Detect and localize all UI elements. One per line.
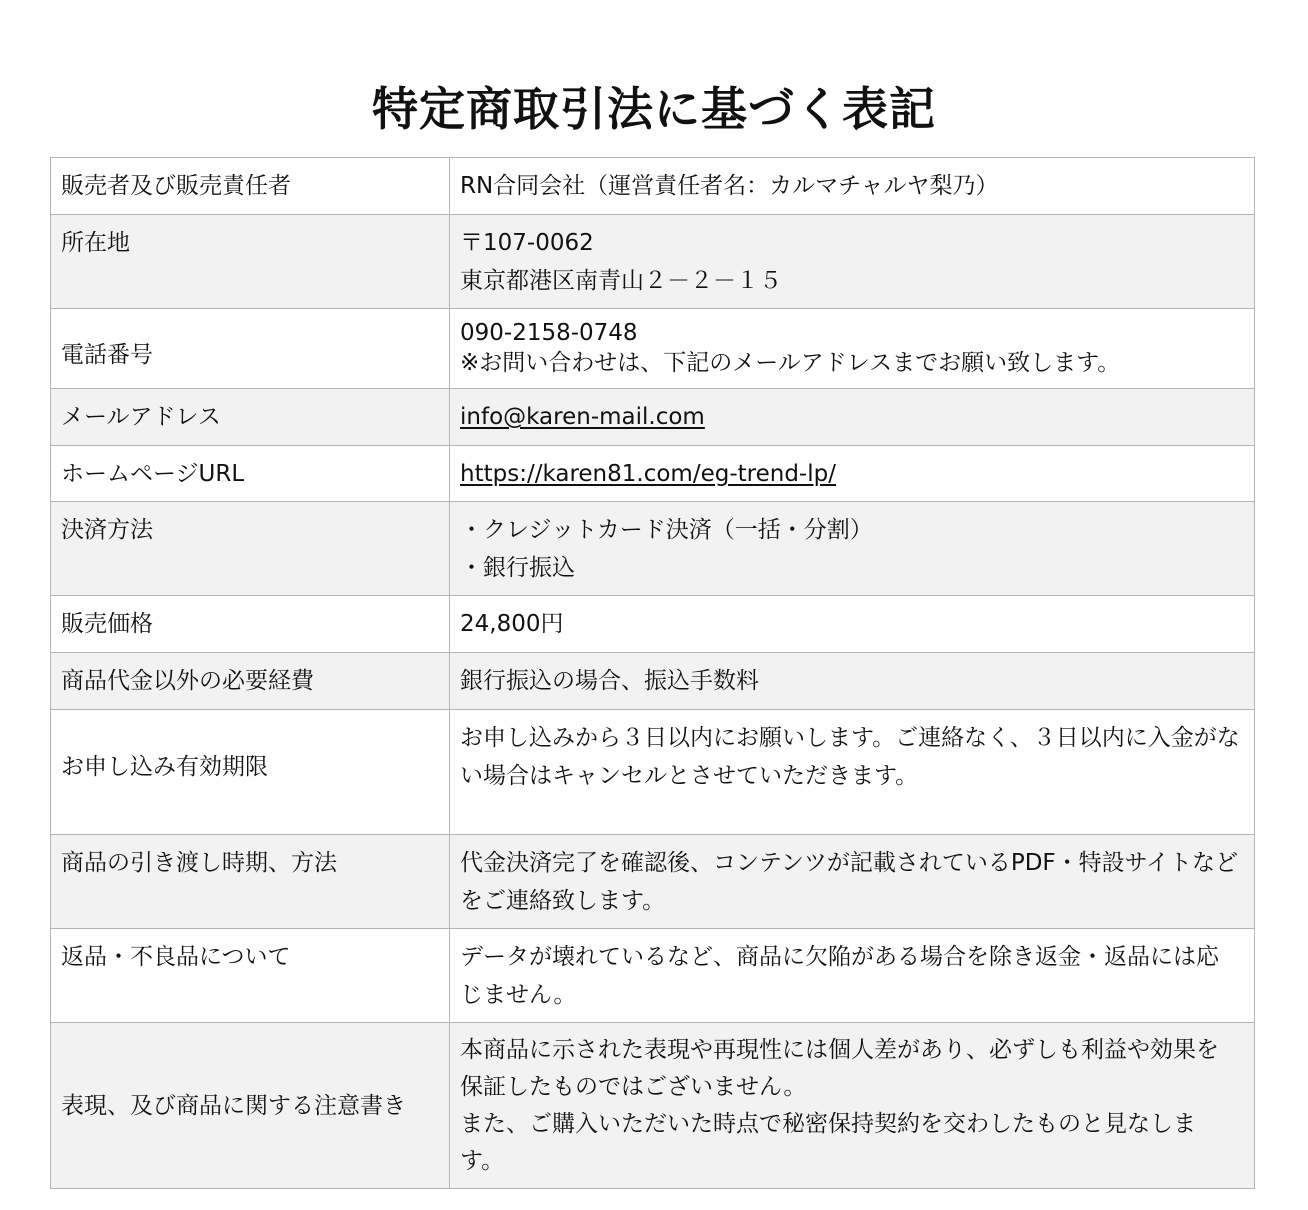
returns-value: データが壊れているなど、商品に欠陥がある場合を除き返金・返品には応じません。 [460,944,1219,1008]
row-value [450,446,1255,502]
delivery-value: 代金決済完了を確認後、コンテンツが記載されているPDF・特設サイトなどをご連絡致します。 [460,850,1239,914]
row-value [450,1023,1255,1189]
payment-method-bank: ・銀行振込 [460,555,575,581]
row-label: 販売価格 [51,596,450,653]
row-value [450,502,1255,596]
row-value [450,215,1255,309]
row-label: メールアドレス [51,389,450,446]
phone-number: 090-2158-0748 [460,320,638,346]
legal-disclosure-table [50,157,1255,1189]
page-title: 特定商取引法に基づく表記 [372,82,936,136]
table-row-price [51,596,1255,653]
table-row-disclaimer [51,1023,1255,1189]
row-label: 電話番号 [51,309,450,389]
table-row-extra-costs [51,653,1255,710]
table-row-returns [51,929,1255,1023]
email-link[interactable]: info@karen-mail.com [460,404,705,430]
row-value [450,835,1255,929]
extra-costs-value: 銀行振込の場合、振込手数料 [460,668,759,694]
row-label: 販売者及び販売責任者 [51,158,450,215]
table-row-seller [51,158,1255,215]
table-row-email [51,389,1255,446]
row-value [450,929,1255,1023]
row-label: お申し込み有効期限 [51,710,450,835]
table-row-delivery [51,835,1255,929]
payment-method-card: ・クレジットカード決済（一括・分割） [460,517,873,543]
table-row-application-deadline [51,710,1255,835]
address-line: 東京都港区南青山２－２－１５ [460,268,782,294]
table-row-address [51,215,1255,309]
homepage-link[interactable]: https://karen81.com/eg-trend-lp/ [460,461,836,487]
row-label: 商品の引き渡し時期、方法 [51,835,450,929]
row-value [450,710,1255,835]
row-value [450,653,1255,710]
row-label: 決済方法 [51,502,450,596]
row-label: 返品・不良品について [51,929,450,1023]
row-value [450,596,1255,653]
row-label: 商品代金以外の必要経費 [51,653,450,710]
disclaimer-text-1: 本商品に示された表現や再現性には個人差があり、必ずしも利益や効果を保証したものではございません。 [460,1037,1219,1100]
row-label: ホームページURL [51,446,450,502]
postal-code: 〒107-0062 [460,230,594,256]
table-row-homepage [51,446,1255,502]
phone-note: ※お問い合わせは、下記のメールアドレスまでお願い致します。 [460,350,1121,376]
row-label: 表現、及び商品に関する注意書き [51,1023,450,1189]
row-value [450,158,1255,215]
disclaimer-text-2: また、ご購入いただいた時点で秘密保持契約を交わしたものと見なします。 [460,1111,1196,1174]
table-row-payment [51,502,1255,596]
row-value [450,309,1255,389]
seller-value: RN合同会社（運営責任者名：カルマチャルヤ梨乃） [460,173,999,199]
table-row-phone [51,309,1255,389]
price-value: 24,800円 [460,611,564,637]
row-label: 所在地 [51,215,450,309]
row-value [450,389,1255,446]
deadline-value: お申し込みから３日以内にお願いします。ご連絡なく、３日以内に入金がない場合はキャンセルとさせていただきます。 [460,725,1240,789]
